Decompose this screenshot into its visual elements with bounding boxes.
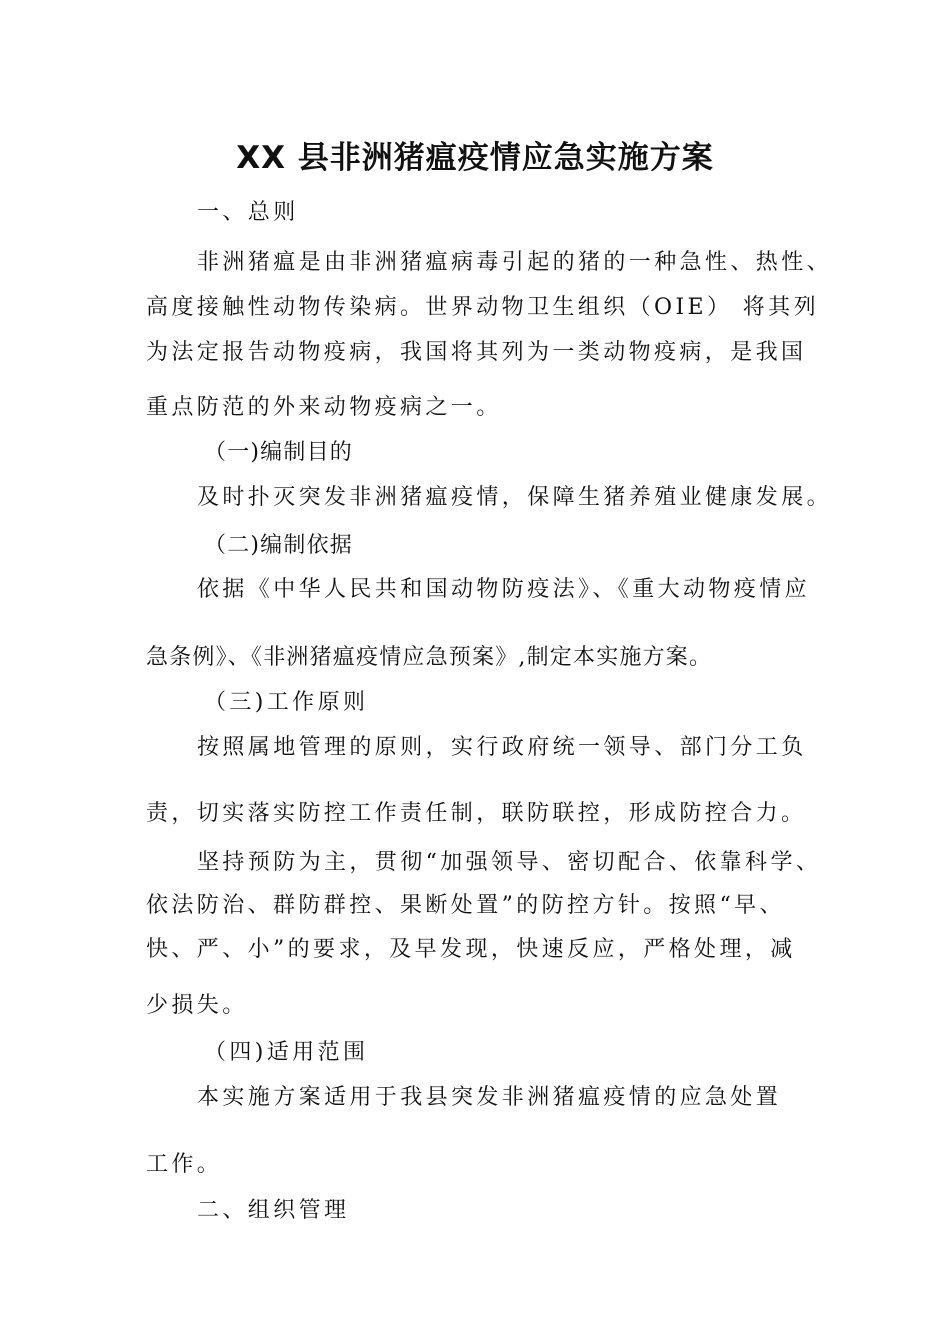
paragraph-line: 依法防治、群防群控、果断处置”的防控方针。按照“早、 <box>146 893 785 918</box>
paragraph-line: 少损失。 <box>146 993 248 1018</box>
paragraph-line: 急条例》、《非洲猪瘟疫情应急预案》,制定本实施方案。 <box>146 645 713 670</box>
paragraph-line: 坚持预防为主，贯彻“加强领导、密切配合、依靠科学、 <box>197 850 822 875</box>
section-heading-organization: 二、组织管理 <box>197 1198 350 1223</box>
section-heading-general: 一、总则 <box>197 200 299 225</box>
subsection-heading-scope: （四)适用范围 <box>204 1040 369 1065</box>
paragraph-line: 工作。 <box>146 1152 223 1177</box>
paragraph-line: 按照属地管理的原则，实行政府统一领导、部门分工负 <box>197 735 807 760</box>
paragraph-line: 非洲猪瘟是由非洲猪瘟病毒引起的猪的一种急性、热性、 <box>197 250 833 275</box>
paragraph-line: 为法定报告动物疫病，我国将其列为一类动物疫病，是我国 <box>146 340 807 365</box>
paragraph-line: 快、严、小”的要求，及早发现，快速反应，严格处理，减 <box>146 937 796 962</box>
paragraph-line: 及时扑灭突发非洲猪瘟疫情，保障生猪养殖业健康发展。 <box>197 485 833 510</box>
paragraph-line: 本实施方案适用于我县突发非洲猪瘟疫情的应急处置 <box>197 1085 782 1110</box>
paragraph-line: 高度接触性动物传染病。世界动物卫生组织（OIE） 将其列 <box>146 295 819 320</box>
paragraph-line: 依据《中华人民共和国动物防疫法》、《重大动物疫情应 <box>197 577 811 602</box>
subsection-heading-purpose: （一)编制目的 <box>204 440 353 465</box>
subsection-heading-basis: （二)编制依据 <box>204 533 353 558</box>
document-title: XX 县非洲猪瘟疫情应急实施方案 <box>236 140 714 176</box>
paragraph-line: 重点防范的外来动物疫病之一。 <box>146 395 502 420</box>
subsection-heading-principles: （三)工作原则 <box>204 690 369 715</box>
paragraph-line: 责，切实落实防控工作责任制，联防联控，形成防控合力。 <box>146 801 807 826</box>
